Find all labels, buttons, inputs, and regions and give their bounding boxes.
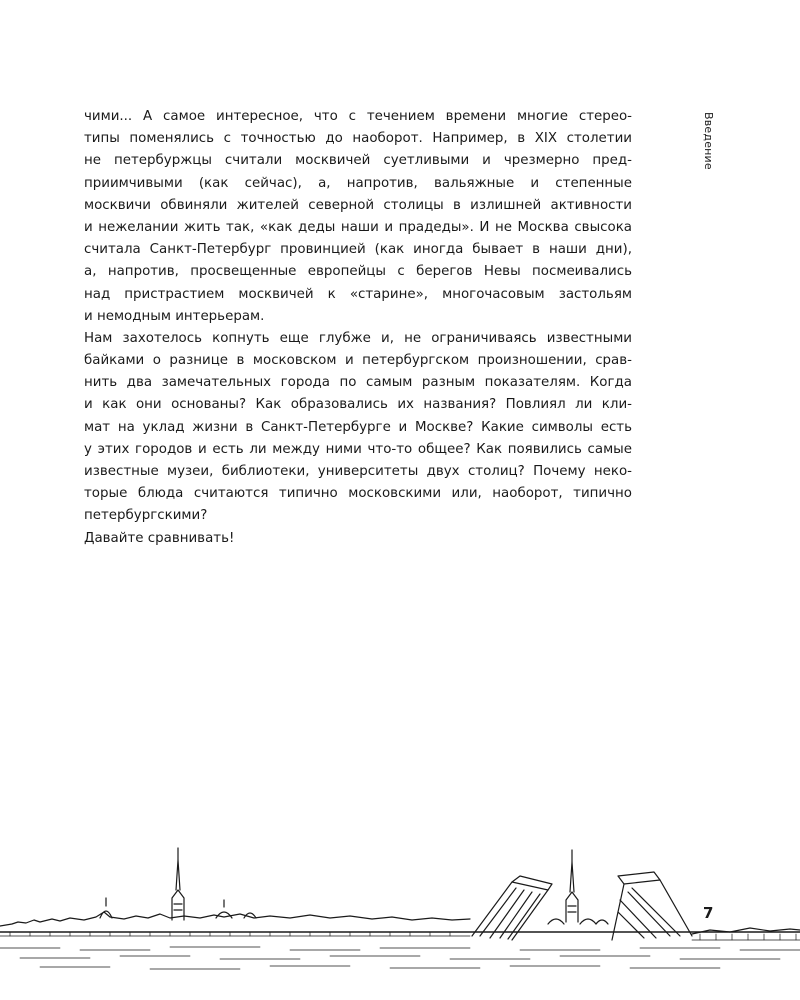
text-line: москвичи обвиняли жителей северной столицы в излишней активности (84, 197, 632, 213)
text-line: у этих городов и есть ли между ними что-то общее? Как появились самые (84, 441, 632, 457)
text-line: нить два замечательных города по самым разным показателям. Когда (84, 375, 632, 391)
text-line: и как они основаны? Как образовались их названия? Повлиял ли кли- (84, 397, 632, 413)
text-line: торые блюда считаются типично московскими или, наоборот, типично (84, 486, 632, 502)
text-line: типы поменялись с точностью до наоборот. Например, в XIX столетии (84, 131, 632, 147)
text-line: считала Санкт-Петербург провинцией (как иногда бывает в наши дни), (84, 242, 632, 258)
text-line: а, напротив, просвещенные европейцы с берегов Невы посмеивались (84, 264, 632, 280)
text-line: петербургскими? (84, 508, 208, 524)
text-line: не петербуржцы считали москвичей суетливыми и чрезмерно пред- (84, 153, 632, 169)
text-line: мат на уклад жизни в Санкт-Петербурге и Москве? Какие символы есть (84, 419, 632, 435)
body-text (84, 106, 632, 550)
running-head: Введение (702, 112, 715, 170)
text-line: приимчивыми (как сейчас), а, напротив, вальяжные и степенные (84, 175, 632, 191)
text-line: и нежелании жить так, «как деды наши и прадеды». И не Москва свысока (84, 219, 632, 235)
text-line: над пристрастием москвичей к «старине», многочасовым застольям (84, 286, 632, 302)
text-line: и немодным интерьерам. (84, 308, 265, 324)
text-line: чими... А самое интересное, что с течением времени многие стерео- (84, 109, 632, 124)
city-skyline-illustration (0, 840, 800, 980)
text-line: Давайте сравнивать! (84, 530, 235, 546)
page-number: 7 (703, 904, 714, 922)
text-line: известные музеи, библиотеки, университеты двух столиц? Почему неко- (84, 464, 632, 479)
text-line: Нам захотелось копнуть еще глубже и, не ограничиваясь известными (84, 330, 632, 346)
text-line: байками о разнице в московском и петербургском произношении, срав- (84, 353, 632, 369)
